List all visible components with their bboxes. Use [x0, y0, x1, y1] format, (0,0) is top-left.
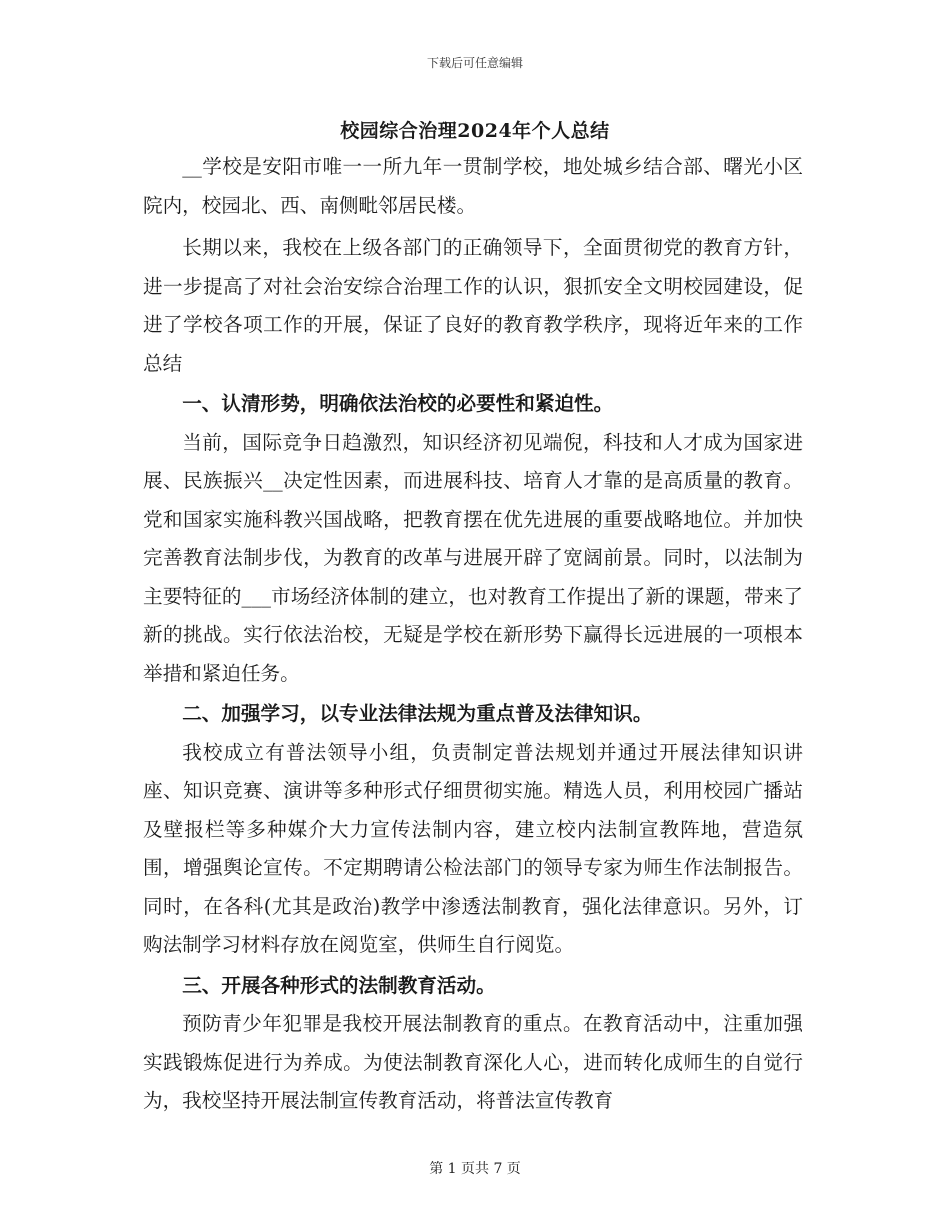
page-number: 第 1 页共 7 页: [429, 1161, 521, 1177]
header-note: 下载后可任意编辑: [426, 56, 523, 70]
section-heading-2: 二、加强学习，以专业法律法规为重点普及法律知识。: [182, 702, 653, 725]
paragraph-section-1: 当前，国际竞争日趋激烈，知识经济初见端倪，科技和人才成为国家进展、民族振兴__决定性因素，而进展科技、培育人才靠的是高质量的教育。党和国家实施科教兴国战略，把教育摆在优先进展的重要战略地位。并加快完善教育法制步伐，为教育的改革与进展开辟了宽阔前景。同时，以法制为主要特征的___市场经济体制的建立，也对教育工作提出了新的课题，带来了新的挑战。实行依法治校，无疑是学校在新形势下赢得长远进展的一项根本举措和紧迫任务。: [143, 430, 803, 685]
section-heading-1: 一、认清形势，明确依法治校的必要性和紧迫性。: [182, 392, 614, 415]
paragraph-section-2: 我校成立有普法领导小组，负责制定普法规划并通过开展法律知识讲座、知识竞赛、演讲等多种形式仔细贯彻实施。精选人员，利用校园广播站及壁报栏等多种媒介大力宣传法制内容，建立校内法制宣教阵地，营造氛围，增强舆论宣传。不定期聘请公检法部门的领导专家为师生作法制报告。同时，在各科(尤其是政治)教学中渗透法制教育，强化法律意识。另外，订购法制学习材料存放在阅览室，供师生自行阅览。: [143, 740, 803, 956]
paragraph-section-3: 预防青少年犯罪是我校开展法制教育的重点。在教育活动中，注重加强实践锻炼促进行为养成。为使法制教育深化人心，进而转化成师生的自觉行为，我校坚持开展法制宣传教育活动，将普法宣传教育: [143, 1012, 803, 1112]
paragraph-intro: __学校是安阳市唯一一所九年一贯制学校，地处城乡结合部、曙光小区院内，校园北、西、南侧毗邻居民楼。: [143, 155, 803, 217]
document-title: 校园综合治理2024年个人总结: [340, 120, 610, 142]
document-body: [143, 148, 803, 1121]
paragraph-overview: 长期以来，我校在上级各部门的正确领导下，全面贯彻党的教育方针，进一步提高了对社会治安综合治理工作的认识，狠抓安全文明校园建设，促进了学校各项工作的开展，保证了良好的教育教学秩序，现将近年来的工作总结: [143, 236, 803, 375]
section-heading-3: 三、开展各种形式的法制教育活动。: [182, 973, 496, 997]
